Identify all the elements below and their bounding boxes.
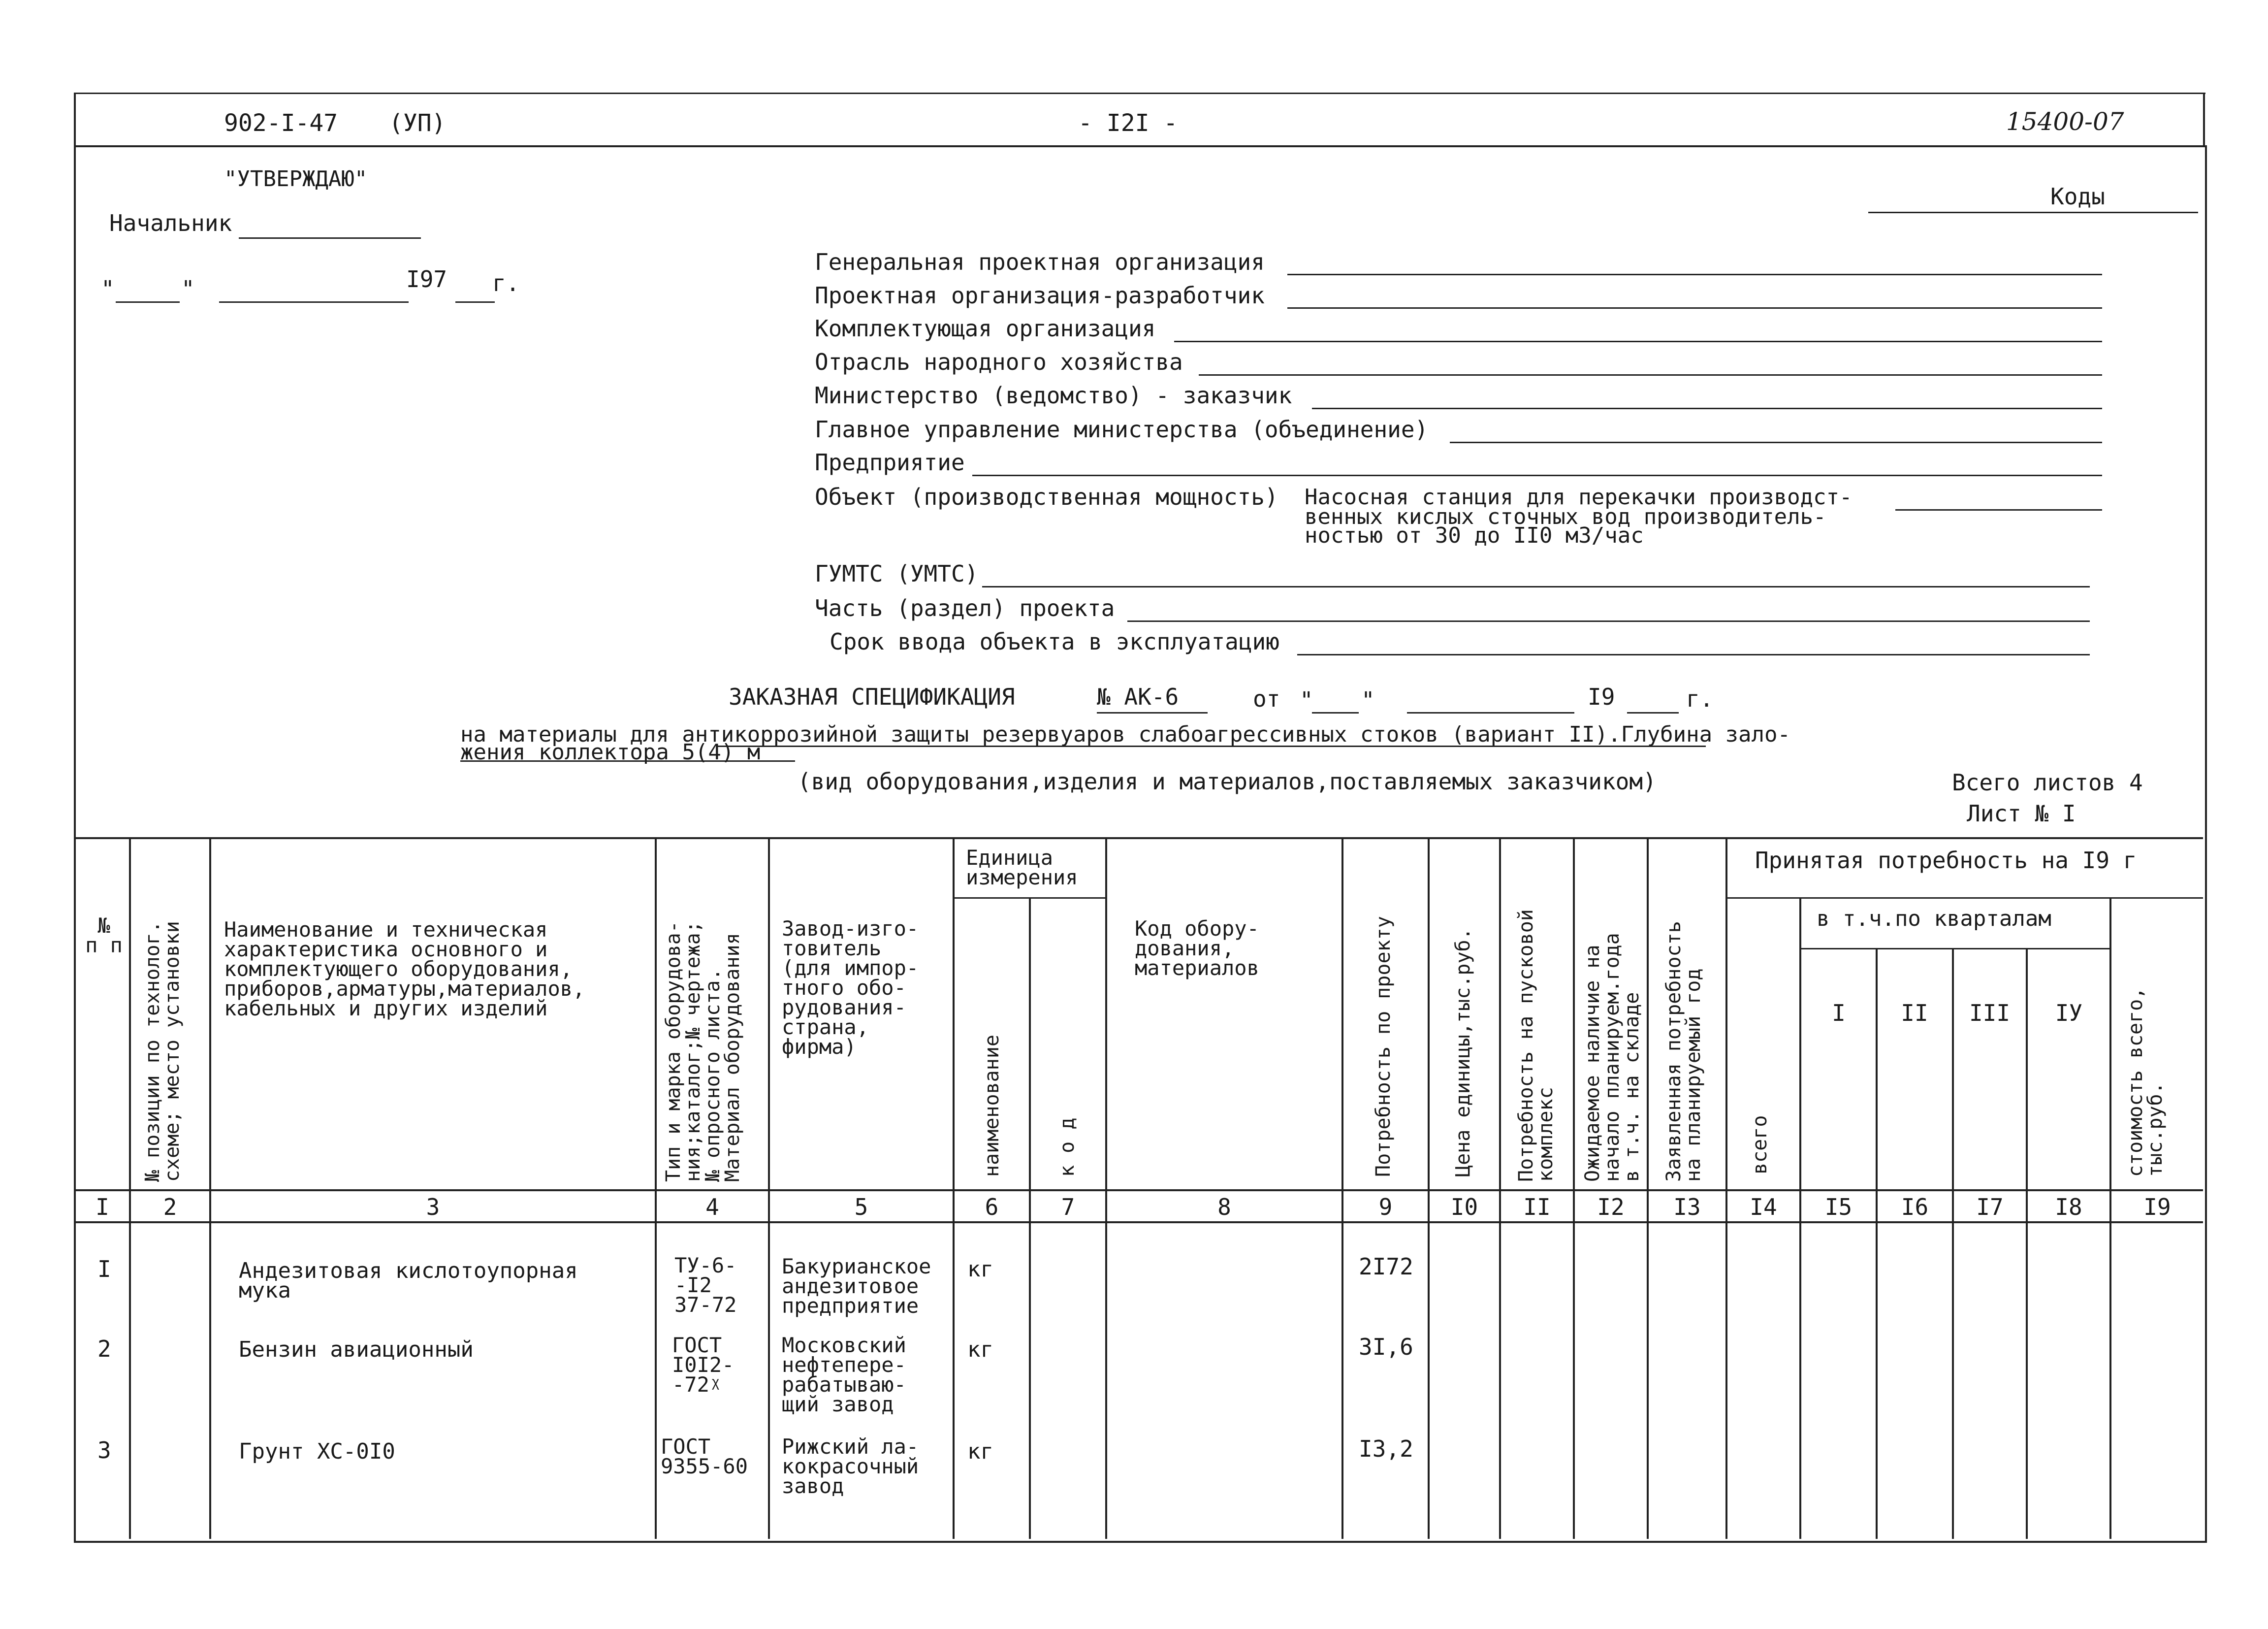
hdr-col3-line2: характеристика основного и [224, 937, 548, 961]
org-field-completing-line [1174, 341, 2102, 342]
doc-code: 902-I-47 [224, 109, 338, 137]
colnum-8: 8 [1217, 1194, 1231, 1220]
approval-year-suffix: г. [492, 270, 520, 296]
hdr-col5-line7: фирма) [782, 1035, 857, 1059]
hdr-col1 [82, 913, 126, 957]
col-sep-4 [768, 837, 770, 1539]
colnum-9: 9 [1378, 1194, 1393, 1220]
table-row-1-qty: 2I72 [1359, 1253, 1413, 1280]
hdr-col1-line2: п п [85, 933, 123, 957]
org-field-developer: Проектная организация-разработчик [815, 282, 1265, 309]
hdr-col4-line4: Материал оборудования [721, 933, 744, 1182]
table-row-2-name-line1: Бензин авиационный [239, 1337, 474, 1362]
spec-quote-close: " [1361, 687, 1375, 714]
hdr-col4-line2: ния;каталог;№ чертежа; [682, 921, 704, 1182]
hdr-col3-line1: Наименование и техническая [224, 917, 548, 942]
table-row-1-type-line3: 37-72 [674, 1293, 737, 1317]
org-field-enterprise: Предприятие [815, 449, 965, 476]
table-row-1-maker-line1: Бакурианское [782, 1254, 931, 1278]
colnum-5: 5 [854, 1194, 868, 1220]
colnum-7: 7 [1061, 1194, 1075, 1220]
hdr-col8-line3: материалов [1135, 956, 1259, 980]
col-sep-9 [1428, 837, 1430, 1539]
table-row-2-type-line1: ГОСТ [672, 1333, 722, 1357]
colnum-11: II [1523, 1194, 1551, 1220]
colnum-18: I8 [2055, 1194, 2082, 1220]
table-row-2-no: 2 [97, 1336, 111, 1362]
spec-year-line [1627, 712, 1679, 714]
col-sep-11 [1573, 837, 1575, 1539]
table-row-2-name [239, 1337, 474, 1362]
colnum-3: 3 [426, 1194, 440, 1220]
table-row-2-maker-line3: рабатываю- [782, 1372, 906, 1397]
org-field-general-line [1287, 274, 2102, 275]
codes-label: Коды [2050, 183, 2105, 210]
date-quote-open: " [101, 276, 115, 302]
hdr-col9: Потребность по проекту [1372, 916, 1395, 1177]
table-row-3-qty: I3,2 [1359, 1435, 1413, 1462]
hdr-col5-line4: тного обо- [782, 976, 906, 1000]
total-sheets: Всего листов 4 [1952, 769, 2143, 796]
hdr-col19-line1: стоимость всего, [2124, 987, 2147, 1177]
hdr-col7: к о д [1056, 1117, 1079, 1177]
org-field-completing: Комплектующая организация [815, 315, 1156, 342]
org-field-general: Генеральная проектная организация [815, 249, 1265, 275]
col-sep-16 [1952, 948, 1954, 1539]
org-field-ministry-line [1312, 408, 2102, 409]
table-row-2-type-line3: -72ᵡ [672, 1372, 722, 1397]
colnum-6: 6 [985, 1194, 999, 1220]
colnum-19: I9 [2143, 1194, 2171, 1220]
hdr-col12 [1583, 933, 1642, 1182]
hdr-col4-line3: № опросного листа. [702, 968, 724, 1182]
table-row-2-unit: кг [967, 1337, 993, 1362]
table-row-3-maker-line1: Рижский ла- [782, 1434, 919, 1459]
table-row-1-maker-line3: предприятие [782, 1294, 919, 1318]
hdr-col5-line1: Завод-изго- [782, 916, 919, 941]
hdr-q1: I [1832, 1000, 1846, 1026]
part-line [1127, 620, 2090, 622]
hdr-q4: IУ [2055, 1000, 2083, 1026]
archive-number: 15400-07 [2006, 107, 2124, 136]
spec-materials-line-2-rule [460, 760, 795, 762]
doc-suffix: (УП) [389, 109, 446, 137]
hdr-accepted-group: Принятая потребность на I9 г [1755, 847, 2137, 874]
spec-year-prefix: I9 [1588, 684, 1615, 710]
colnum-bottom-border [74, 1221, 2203, 1223]
hdr-col12-line2: начало планируем.года [1601, 933, 1624, 1182]
org-field-main-department-line [1450, 442, 2102, 443]
hdr-col19 [2126, 987, 2165, 1177]
hdr-col11-line1: Потребность на пусковой [1515, 909, 1537, 1182]
hdr-col11-line2: комплекс [1534, 1087, 1557, 1182]
hdr-quarters-group: в т.ч.по кварталам [1817, 906, 2051, 931]
table-row-3-no: 3 [97, 1437, 111, 1464]
gumts-label: ГУМТС (УМТС) [815, 560, 979, 587]
gumts-line [982, 586, 2090, 587]
hdr-col6: наименование [981, 1035, 1003, 1177]
colnum-1: I [96, 1194, 109, 1220]
org-field-main-department: Главное управление министерства (объединение) [815, 416, 1429, 443]
table-row-3-type-line2: 9355-60 [661, 1454, 748, 1478]
table-row-2-maker-line1: Московский [782, 1333, 906, 1357]
object-line-1-rule [1895, 509, 2102, 511]
org-field-ministry: Министерство (ведомство) - заказчик [815, 382, 1292, 409]
hdr-col12-line1: Ожидаемое наличие на [1581, 945, 1604, 1182]
object-line-1: Насосная станция для перекачки производст- [1305, 485, 1853, 510]
date-quote-close: " [181, 276, 195, 302]
hdr-col5-line3: (для импор- [782, 956, 919, 980]
top-edge-line [74, 93, 2205, 94]
col-sep-1 [129, 837, 131, 1539]
org-field-industry: Отрасль народного хозяйства [815, 349, 1183, 375]
col-sep-15 [1876, 948, 1878, 1539]
spec-quote-open: " [1300, 687, 1313, 714]
hdr-col8-line1: Код обору- [1135, 916, 1259, 941]
org-field-industry-line [1199, 374, 2102, 376]
table-row-1-maker [782, 1254, 931, 1318]
hdr-col4 [664, 921, 742, 1182]
spec-month-line [1407, 712, 1574, 714]
hdr-col13-line1: Заявленная потребность [1662, 921, 1685, 1182]
table-row-3-name-line1: Грунт ХС-0I0 [239, 1439, 395, 1464]
org-field-enterprise-line [972, 475, 2102, 476]
approval-year-prefix: I97 [406, 266, 447, 293]
colnum-16: I6 [1901, 1194, 1929, 1220]
frame-right-top [2203, 93, 2205, 147]
quarters-group-line [1799, 948, 2109, 949]
hdr-col5 [782, 916, 919, 1059]
hdr-col8-line2: дования, [1135, 936, 1235, 960]
hdr-col3-line3: комплектующего оборудования, [224, 957, 573, 981]
hdr-col12-line3: в т.ч. на складе [1621, 992, 1643, 1182]
hdr-col2-line2: схеме; место установки [161, 921, 184, 1182]
object-line-2: венных кислых сточных вод производитель- [1305, 504, 1826, 529]
deadline-line [1297, 654, 2090, 655]
hdr-q2: II [1901, 1000, 1928, 1026]
spec-materials-line-1: на материалы для антикоррозийной защиты резервуаров слабоагрессивных стоков (вариант II).Глубина зало- [460, 722, 1791, 747]
table-row-3-maker [782, 1434, 919, 1498]
col-sep-10 [1499, 837, 1501, 1539]
table-row-3-type [661, 1434, 748, 1478]
hdr-col5-line6: страна, [782, 1015, 869, 1039]
table-row-1-unit: кг [967, 1257, 993, 1282]
hdr-col5-line5: рудования- [782, 995, 906, 1019]
col-sep-7 [1105, 837, 1107, 1539]
hdr-col8 [1135, 916, 1259, 980]
hdr-col2-line1: № позиции по технолог. [141, 921, 164, 1182]
colnum-14: I4 [1750, 1194, 1777, 1220]
hdr-unit-group-line1: Единица [966, 846, 1054, 870]
table-row-1-name [239, 1258, 578, 1303]
chief-line [239, 237, 421, 239]
table-row-1-name-line1: Андезитовая кислотоупорная [239, 1258, 578, 1283]
unit-group-line [953, 897, 1105, 899]
col-sep-12 [1647, 837, 1649, 1539]
colnum-10: I0 [1450, 1194, 1478, 1220]
hdr-unit-group [966, 848, 1078, 887]
hdr-unit-group-line2: измерения [966, 865, 1078, 889]
table-row-3-maker-line2: кокрасочный [782, 1454, 919, 1478]
hdr-col10: Цена единицы,тыс.руб. [1452, 928, 1474, 1177]
colnum-17: I7 [1976, 1194, 2004, 1220]
spec-from-label: от [1253, 685, 1280, 712]
approve-label: "УТВЕРЖДАЮ" [224, 166, 368, 192]
spec-day-line [1312, 712, 1359, 714]
table-row-3-maker-line3: завод [782, 1474, 844, 1498]
spec-number-line [1097, 712, 1208, 714]
part-label: Часть (раздел) проекта [815, 595, 1115, 621]
hdr-col11 [1516, 909, 1556, 1182]
table-row-2-maker-line2: нефтепере- [782, 1353, 906, 1377]
spec-subtitle: (вид оборудования,изделия и материалов,поставляемых заказчиком) [798, 768, 1657, 795]
table-row-2-qty: 3I,6 [1359, 1334, 1413, 1360]
table-row-2-type-line2: I0I2- [672, 1353, 735, 1377]
table-top-border [74, 837, 2203, 839]
table-row-1-type [674, 1253, 737, 1317]
hdr-col19-line2: тыс.руб. [2144, 1082, 2167, 1177]
table-row-1-name-line2: мука [239, 1278, 291, 1303]
sheet-number: Лист № I [1967, 800, 2076, 827]
hdr-col2 [143, 921, 182, 1182]
colnum-12: I2 [1597, 1194, 1625, 1220]
spec-number: № АК-6 [1097, 684, 1179, 710]
object-label: Объект (производственная мощность) [815, 484, 1278, 510]
col-sep-13 [1725, 837, 1727, 1539]
col-sep-5 [953, 837, 955, 1539]
table-row-1-maker-line2: андезитовое [782, 1274, 919, 1298]
frame-left-top [74, 93, 76, 147]
col-sep-3 [655, 837, 657, 1539]
table-row-1-type-line1: ТУ-6- [674, 1253, 737, 1277]
hdr-col3-line5: кабельных и других изделий [224, 996, 548, 1020]
table-row-1-type-line2: -I2 [674, 1273, 712, 1297]
hdr-col4-line1: Тип и марка оборудова- [662, 921, 685, 1182]
codes-line [1868, 212, 2198, 213]
page-number: - I2I - [1078, 109, 1178, 137]
table-row-3-type-line1: ГОСТ [661, 1434, 711, 1459]
hdr-col3-line4: приборов,арматуры,материалов, [224, 977, 585, 1001]
spec-materials-underline [716, 746, 1706, 747]
spec-title: ЗАКАЗНАЯ СПЕЦИФИКАЦИЯ [729, 684, 1015, 710]
table-row-3-unit: кг [967, 1439, 993, 1464]
colnum-13: I3 [1673, 1194, 1701, 1220]
colnum-2: 2 [163, 1194, 177, 1220]
hdr-col14: всего [1749, 1115, 1771, 1174]
col-sep-17 [2026, 948, 2028, 1539]
spec-year-suffix: г. [1686, 685, 1714, 712]
table-row-3-name [239, 1439, 395, 1464]
hdr-col5-line2: товитель [782, 936, 882, 960]
table-row-2-maker-line4: щий завод [782, 1392, 894, 1416]
hdr-col13 [1664, 921, 1703, 1182]
hdr-col1-line1: № [97, 913, 110, 938]
table-row-2-type [672, 1333, 735, 1397]
org-field-developer-line [1287, 307, 2102, 309]
day-line [116, 301, 180, 303]
month-line [219, 301, 409, 303]
spec-materials-line-2: жения коллектора 5(4) м [460, 740, 761, 765]
col-sep-2 [209, 837, 211, 1539]
approval-year-line [455, 301, 495, 303]
table-row-2-maker [782, 1333, 906, 1416]
header-bottom-border [74, 1189, 2203, 1191]
accepted-group-line [1725, 897, 2203, 899]
deadline-label: Срок ввода объекта в эксплуатацию [830, 628, 1279, 655]
hdr-col13-line2: на планируемый год [1682, 968, 1705, 1182]
object-line-3: ностью от 30 до II0 м3/час [1305, 523, 1644, 548]
table-row-1-no: I [97, 1256, 111, 1282]
chief-label: Начальник [109, 210, 232, 236]
col-sep-8 [1342, 837, 1343, 1539]
hdr-q3: III [1969, 1000, 2011, 1026]
colnum-4: 4 [705, 1194, 719, 1220]
hdr-col3 [224, 917, 585, 1020]
colnum-15: I5 [1824, 1194, 1853, 1220]
